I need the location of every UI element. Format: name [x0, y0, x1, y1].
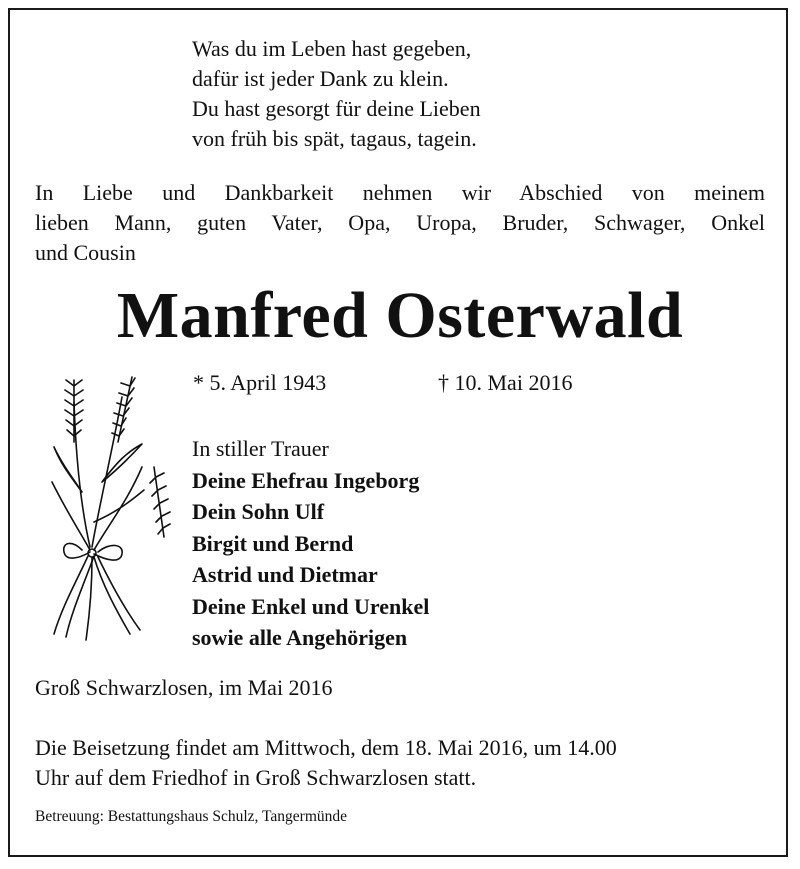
intro-line: und Cousin	[35, 240, 136, 265]
mourner: Dein Sohn Ulf	[192, 499, 325, 524]
intro-line: In Liebe und Dankbarkeit nehmen wir Abschied von meinem	[35, 180, 765, 205]
birth-date: * 5. April 1943	[193, 370, 327, 395]
deceased-name: Manfred Osterwald	[116, 279, 684, 352]
mourner: Astrid und Dietmar	[192, 562, 378, 587]
intro-line: lieben Mann, guten Vater, Opa, Uropa, Bruder, Schwager, Onkel	[35, 210, 765, 235]
death-date: † 10. Mai 2016	[438, 370, 573, 395]
poem-line: Du hast gesorgt für deine Lieben	[192, 96, 481, 121]
mourner: Deine Ehefrau Ingeborg	[192, 467, 420, 493]
mourners	[192, 433, 429, 654]
wheat-icon	[32, 372, 182, 642]
care-credit: Betreuung: Bestattungshaus Schulz, Tangermünde	[35, 808, 348, 825]
mourner: Birgit und Bernd	[192, 530, 354, 556]
funeral-line: Uhr auf dem Friedhof in Groß Schwarzlosen statt.	[35, 765, 477, 790]
mourner: sowie alle Angehörigen	[192, 625, 408, 650]
mourner: Deine Enkel und Urenkel	[192, 593, 430, 619]
poem-line: von früh bis spät, tagaus, tagein.	[192, 126, 477, 151]
poem	[192, 34, 481, 154]
mourners-heading: In stiller Trauer	[192, 436, 329, 461]
funeral-info	[35, 733, 617, 793]
funeral-line: Die Beisetzung findet am Mittwoch, dem 18. Mai 2016, um 14.00	[35, 735, 617, 760]
poem-line: dafür ist jeder Dank zu klein.	[192, 66, 449, 91]
poem-line: Was du im Leben hast gegeben,	[192, 36, 472, 61]
place-date: Groß Schwarzlosen, im Mai 2016	[35, 675, 333, 700]
intro-text	[35, 178, 765, 268]
